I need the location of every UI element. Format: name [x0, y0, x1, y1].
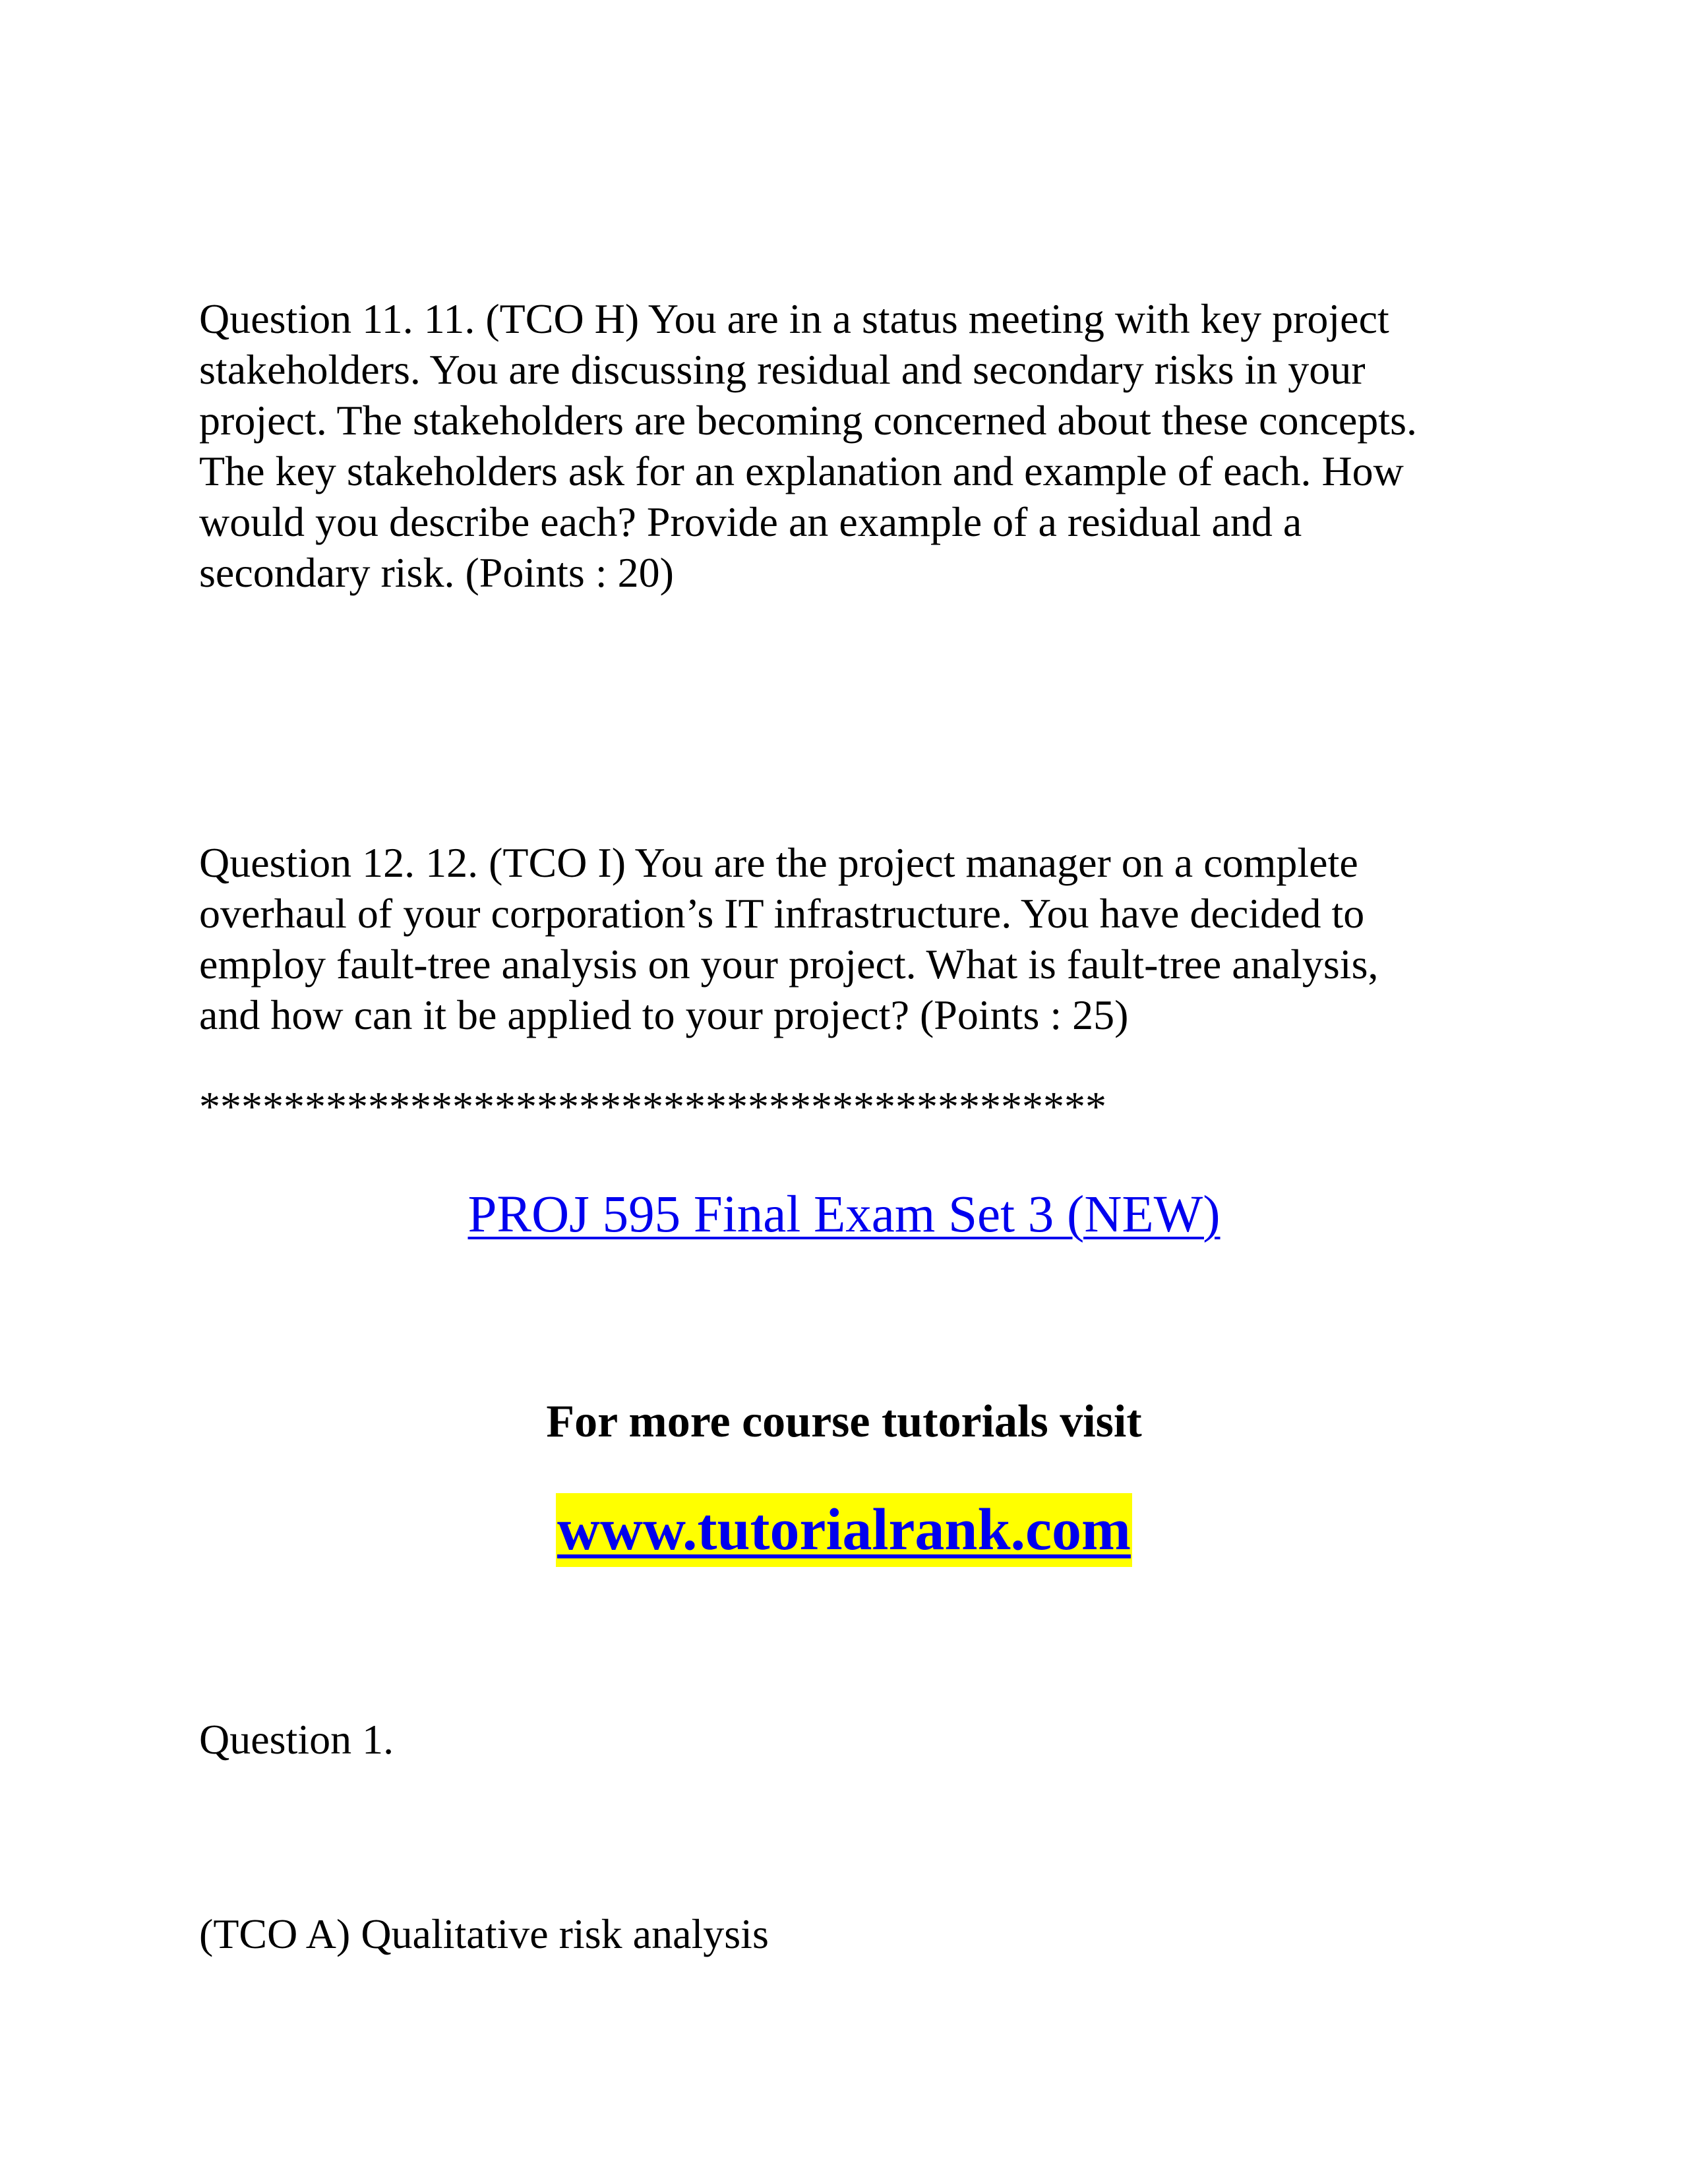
- promo-url-link[interactable]: www.tutorialrank.com: [556, 1493, 1132, 1567]
- question-1-heading: Question 1.: [199, 1716, 394, 1763]
- question-11-line: project. The stakeholders are becoming concerned about these concepts.: [199, 397, 1417, 444]
- question-11-line: would you describe each? Provide an example of a residual and a: [199, 498, 1302, 545]
- question-11-line: The key stakeholders ask for an explanation and example of each. How: [199, 448, 1404, 494]
- promo-url-row: [0, 1493, 1688, 1567]
- asterisk-separator: *******************************************: [199, 1083, 1106, 1130]
- question-12-line: employ fault-tree analysis on your project. What is fault-tree analysis,: [199, 941, 1379, 988]
- question-12-line: and how can it be applied to your project? (Points : 25): [199, 991, 1129, 1038]
- question-11-line: stakeholders. You are discussing residual and secondary risks in your: [199, 346, 1366, 393]
- question-11-line: secondary risk. (Points : 20): [199, 549, 674, 596]
- exam-title-row: [0, 1183, 1688, 1246]
- question-1-text: (TCO A) Qualitative risk analysis: [199, 1910, 769, 1957]
- question-11-line: Question 11. 11. (TCO H) You are in a status meeting with key project: [199, 295, 1389, 342]
- question-11-paragraph: [199, 293, 1518, 598]
- question-12-paragraph: [199, 837, 1518, 1040]
- question-12-line: Question 12. 12. (TCO I) You are the project manager on a complete: [199, 839, 1358, 886]
- promo-heading: For more course tutorials visit: [546, 1396, 1142, 1447]
- question-12-line: overhaul of your corporation’s IT infrastructure. You have decided to: [199, 890, 1365, 937]
- exam-title-link[interactable]: PROJ 595 Final Exam Set 3 (NEW): [467, 1186, 1221, 1243]
